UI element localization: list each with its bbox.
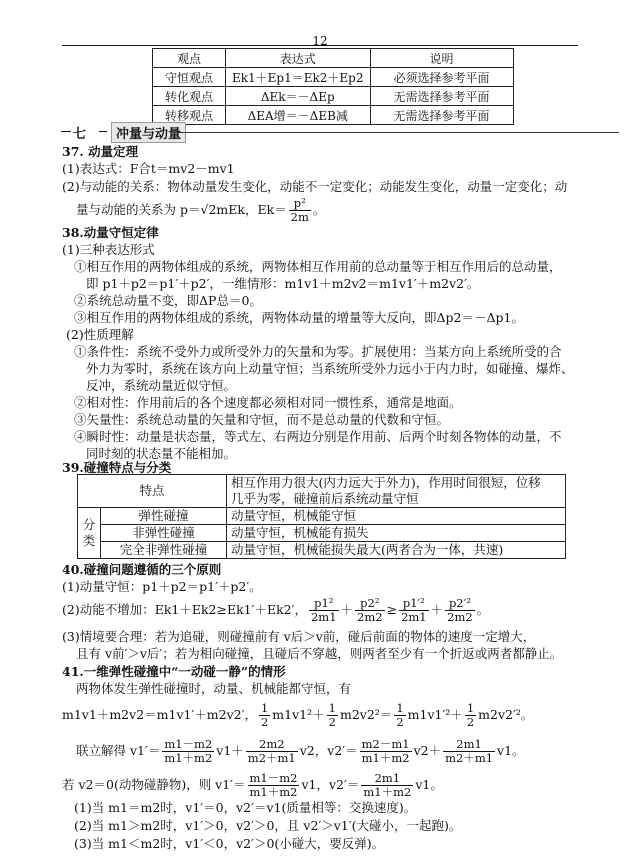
text-line: ②系统总动量不变，即ΔP总＝0。 <box>74 293 262 308</box>
fraction: $\frac{1}{2}$ <box>466 701 475 729</box>
table-header-row <box>153 49 514 68</box>
fraction: $\frac{1}{2}$ <box>396 701 404 729</box>
table-cell: 动量守恒，机械能有损失 <box>227 525 566 542</box>
text-line: (3)情境要合理：若为追碰，则碰撞前有 v后＞v前，碰后前面的物体的速度一定增大， <box>62 629 536 644</box>
text-line: ①条件性：系统不受外力或所受外力的矢量和为零。扩展使用：当某方向上系统所受的合 <box>74 344 562 359</box>
table-cell: 动量守恒，机械能损失最大(两者合为一体，共速) <box>227 542 566 559</box>
text-line: ④瞬时性：动量是状态量，等式左、右两边分别是作用前、后两个时刻各物体的动量，不 <box>74 429 562 444</box>
header-rule <box>62 45 578 46</box>
heading-40: 40.碰撞问题遵循的三个原则 <box>62 562 222 577</box>
text-line: 两物体发生弹性碰撞时，动量、机械能都守恒，有 <box>76 681 352 696</box>
fraction: $\frac{m1-m2}{m1+m2}$ <box>164 737 213 765</box>
text-line: (2)当 m1＞m2时，v1′＞0，v2′＞0，且 v2′＞v1′(大碰小，一起跑)。 <box>74 818 462 833</box>
table-row <box>78 508 566 525</box>
text-line: 外力为零时，系统在该方向上动量守恒；当系统所受外力远小于内力时，如碰撞、爆炸、 <box>86 361 574 376</box>
text-line: 量与动能的关系为 p＝√2mEk，Ek＝ $\frac{\text{p²}}{2m}$ 。 <box>76 196 326 224</box>
table-row <box>78 475 566 508</box>
heading-41: 41.一维弹性碰撞中“一动碰一静”的情形 <box>62 664 286 679</box>
text-line: (2)性质理解 <box>66 327 134 342</box>
table-cell: 动量守恒，机械能守恒 <box>227 508 566 525</box>
fraction: $\frac{m2-m1}{m1+m2}$ <box>361 737 410 765</box>
table-cell: 必须选择参考平面 <box>370 68 513 87</box>
energy-views-table <box>152 48 514 125</box>
table-cell: 转移观点 <box>153 106 226 125</box>
collision-table <box>77 474 566 559</box>
fraction: $\frac{1}{2}$ <box>328 701 336 729</box>
heading-39: 39.碰撞特点与分类 <box>62 460 172 475</box>
text-line: (2)与动能的关系：物体动量发生变化，动能不一定变化；动能发生变化，动量一定变化；动 <box>62 179 568 194</box>
text-line: (1)表达式：F合t＝mv2－mv1 <box>62 161 235 176</box>
text-line: (1)三种表达形式 <box>62 242 155 257</box>
heading-38: 38.动量守恒定律 <box>62 225 159 240</box>
section-7-banner <box>55 123 567 142</box>
table-cell: ΔEk＝－ΔEp <box>226 87 371 106</box>
table-row <box>153 68 514 87</box>
feature-text: 相互作用力很大(内力远大于外力)，作用时间很短，位移 几乎为零，碰撞前后系统动量守恒 <box>227 475 566 508</box>
text-line: 反冲，系统动量近似守恒。 <box>86 378 237 393</box>
text-line: (1)动量守恒：p1＋p2＝p1′＋p2′。 <box>62 579 262 594</box>
fraction: $\frac{1}{2}$ <box>260 701 269 729</box>
table-cell: 转化观点 <box>153 87 226 106</box>
fraction: $\frac{2m1}{m1+m2}$ <box>363 771 412 799</box>
table-row <box>153 106 514 125</box>
text-line: ③相互作用的两物体组成的系统，两物体动量的增量等大反向，即Δp2＝－Δp1。 <box>74 310 524 325</box>
fraction: $\frac{m1-m2}{m1+m2}$ <box>249 771 298 799</box>
text-line: 同时刻的状态量不能相加。 <box>86 446 237 461</box>
header-expression: 表达式 <box>226 49 371 68</box>
page-number: 12 <box>312 34 328 48</box>
section-number: 七 <box>73 127 87 142</box>
feature-label: 特点 <box>78 475 227 508</box>
class-label: 分 类 <box>78 508 101 559</box>
text-line: m1v1＋m2v2＝m1v1′＋m2v2′， $\frac{1}{2}$ m1v1²＋ $\frac{1}{2}$ m2v2²＝ $\frac{1}{2}$ m1v1′²＋ $\frac{1}{2}$ m2v2′²。 <box>62 701 534 729</box>
fraction: $\frac{\text{p2′²}}{2m2}$ <box>447 596 473 624</box>
fraction: $\frac{2m2}{m2+m1}$ <box>247 737 296 765</box>
text-line: ③矢量性：系统总动量的矢量和守恒，而不是总动量的代数和守恒。 <box>74 412 450 427</box>
table-cell: 守恒观点 <box>153 68 226 87</box>
table-cell: 无需选择参考平面 <box>370 106 513 125</box>
text-line: (1)当 m1＝m2时，v1′＝0，v2′＝v1(质量相等：交换速度)。 <box>74 800 417 815</box>
text-line: ①相互作用的两物体组成的系统，两物体相互作用前的总动量等于相互作用后的总动量， <box>74 259 562 274</box>
banner-dash <box>99 131 107 132</box>
table-cell: 非弹性碰撞 <box>101 525 227 542</box>
header-note: 说明 <box>370 49 513 68</box>
table-cell: 无需选择参考平面 <box>370 87 513 106</box>
header-view: 观点 <box>153 49 226 68</box>
fraction: $\frac{\text{p²}}{2m}$ <box>290 196 309 224</box>
table-cell: ΔEA增＝－ΔEB减 <box>226 106 371 125</box>
table-row <box>153 87 514 106</box>
heading-37: 37. 动量定理 <box>62 144 139 159</box>
text-line: ②相对性：作用前后的各个速度都必须相对同一惯性系，通常是地面。 <box>74 395 462 410</box>
table-row <box>78 542 566 559</box>
text-line: (3)当 m1＜m2时，v1′＜0，v2′＞0(小碰大，要反弹)。 <box>74 836 385 851</box>
text-line: 即 p1＋p2＝p1′＋p2′，一维情形：m1v1＋m2v2＝m1v1′＋m2v2′。 <box>86 276 480 291</box>
text-line: 若 v2＝0(动物碰静物)，则 v1′＝ $\frac{m1-m2}{m1+m2}$ v1，v2′＝ $\frac{2m1}{m1+m2}$ v1。 <box>62 771 443 799</box>
table-cell: Ek1＋Ep1＝Ek2＋Ep2 <box>226 68 371 87</box>
banner-dash <box>61 131 71 132</box>
table-cell: 弹性碰撞 <box>101 508 227 525</box>
text-line: 且有 v前′＞v后′；若为相向碰撞，且碰后不穿越，则两者至少有一个折返或两者都静止。 <box>76 646 563 661</box>
section-title: 冲量与动量 <box>111 122 186 143</box>
fraction: $\frac{\text{p1′²}}{2m1}$ <box>401 596 427 624</box>
text-line: 联立解得 v1′＝ $\frac{m1-m2}{m1+m2}$ v1＋ $\frac{2m2}{m2+m1}$ v2，v2′＝ $\frac{m2-m1}{m1+m2}$ v2＋ $\frac{2m1}{m2+m1}$ v1。 <box>76 737 525 765</box>
banner-rule <box>179 132 619 133</box>
fraction: $\frac{\text{p1²}}{2m1}$ <box>310 596 337 624</box>
table-row <box>78 525 566 542</box>
fraction: $\frac{\text{p2²}}{2m2}$ <box>357 596 383 624</box>
text-line: (2)动能不增加：Ek1＋Ek2≥Ek1′＋Ek2′， $\frac{\text{p1²}}{2m1}$ ＋ $\frac{\text{p2²}}{2m2}$ ≥ $\frac{\text{p1′²}}{2m1}$ ＋ $\frac{\text{p2′²}}{2m2}$ 。 <box>62 596 490 624</box>
fraction: $\frac{2m1}{m2+m1}$ <box>445 737 494 765</box>
table-cell: 完全非弹性碰撞 <box>101 542 227 559</box>
